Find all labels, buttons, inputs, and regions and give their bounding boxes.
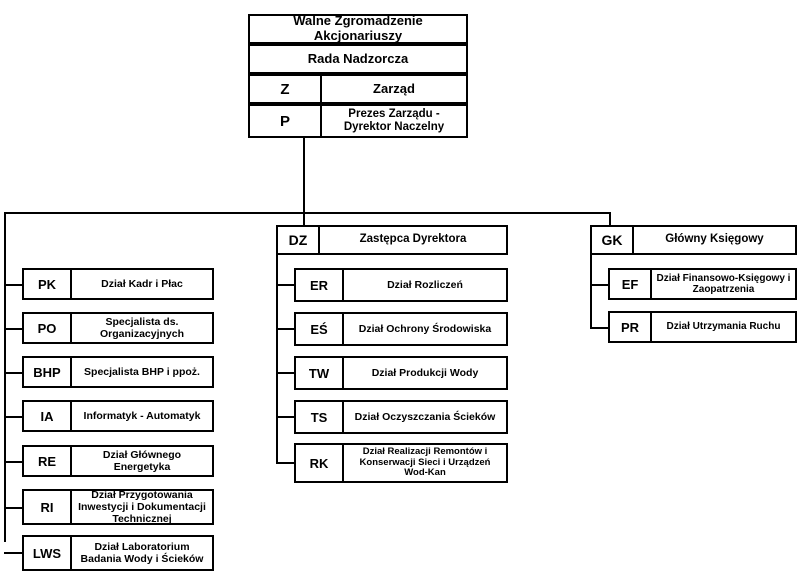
node-bhp xyxy=(22,356,214,388)
node-label: Główny Księgowy xyxy=(665,233,764,246)
node-ef xyxy=(608,268,797,300)
connector-left-stub-7 xyxy=(4,552,24,554)
node-label: Dział Oczyszczania Ścieków xyxy=(354,410,496,423)
node-er xyxy=(294,268,508,302)
node-re xyxy=(22,445,214,477)
connector-mid-stub-2 xyxy=(276,328,296,330)
node-code: RE xyxy=(24,447,72,475)
node-label: Prezes Zarządu - Dyrektor Naczelny xyxy=(343,107,445,133)
node-tw xyxy=(294,356,508,390)
connector-mid-stub-3 xyxy=(276,372,296,374)
node-label: Dział Głównego Energetyka xyxy=(102,448,182,473)
connector-mid-stub-4 xyxy=(276,416,296,418)
node-ri xyxy=(22,489,214,525)
node-po xyxy=(22,312,214,344)
node-label: Specjalista BHP i ppoż. xyxy=(84,365,200,378)
node-label: Dział Ochrony Środowiska xyxy=(358,322,492,335)
node-pr xyxy=(608,311,797,343)
node-label: Zarząd xyxy=(373,80,415,96)
node-ia xyxy=(22,400,214,432)
node-code: TS xyxy=(296,402,344,432)
node-label: Dział Rozliczeń xyxy=(387,278,463,291)
connector-left-stub-3 xyxy=(4,372,24,374)
node-label: Dział Realizacji Remontów i Konserwacji Sieci i Urządzeń Wod-Kan xyxy=(359,445,491,479)
connector-left-stub-1 xyxy=(4,284,24,286)
connector-left-stub-2 xyxy=(4,328,24,330)
node-code: TW xyxy=(296,358,344,388)
node-code: PO xyxy=(24,314,72,342)
node-label: Informatyk - Automatyk xyxy=(83,409,201,422)
node-prezes-zarzadu xyxy=(248,104,468,138)
node-code: ER xyxy=(296,270,344,300)
node-zastepca-dyrektora xyxy=(276,225,508,255)
connector-main-bus xyxy=(4,212,611,214)
node-code: P xyxy=(250,106,322,136)
node-label: Dział Laboratorium Badania Wody i Ścieków xyxy=(80,540,204,565)
node-code: PR xyxy=(610,313,652,341)
node-code: GK xyxy=(592,227,634,253)
connector-right-stub-2 xyxy=(590,327,610,329)
connector-left-stub-6 xyxy=(4,507,24,509)
node-ts xyxy=(294,400,508,434)
node-label: Dział Kadr i Płac xyxy=(101,277,183,290)
connector-bus-left-drop xyxy=(4,212,6,542)
node-label: Walne Zgromadzenie Akcjonariuszy xyxy=(293,13,423,43)
node-lws xyxy=(22,535,214,571)
connector-dz-spine xyxy=(276,255,278,463)
connector-left-stub-4 xyxy=(4,416,24,418)
node-code: BHP xyxy=(24,358,72,386)
node-label: Dział Produkcji Wody xyxy=(371,366,479,379)
connector-mid-stub-1 xyxy=(276,284,296,286)
node-code: RI xyxy=(24,491,72,523)
connector-mid-stub-5 xyxy=(276,462,296,464)
connector-gk-spine xyxy=(590,255,592,328)
node-rk xyxy=(294,443,508,483)
node-glowny-ksiegowy xyxy=(590,225,797,255)
node-walne-zgromadzenie xyxy=(248,14,468,44)
node-rada-nadzorcza xyxy=(248,44,468,74)
node-label: Dział Przygotowania Inwestycji i Dokumentacji Technicznej xyxy=(78,488,206,526)
node-code: IA xyxy=(24,402,72,430)
node-code: EF xyxy=(610,270,652,298)
connector-trunk-vertical xyxy=(303,138,305,214)
node-code: EŚ xyxy=(296,314,344,344)
node-code: Z xyxy=(250,76,322,102)
node-code: RK xyxy=(296,445,344,481)
node-pk xyxy=(22,268,214,300)
connector-left-stub-5 xyxy=(4,461,24,463)
node-label: Dział Finansowo-Księgowy i Zaopatrzenia xyxy=(656,272,791,295)
node-code: PK xyxy=(24,270,72,298)
node-label: Rada Nadzorcza xyxy=(307,50,409,66)
node-code: LWS xyxy=(24,537,72,569)
node-code: DZ xyxy=(278,227,320,253)
connector-right-stub-1 xyxy=(590,284,610,286)
node-zarzad xyxy=(248,74,468,104)
node-es xyxy=(294,312,508,346)
node-label: Zastępca Dyrektora xyxy=(359,233,467,246)
node-label: Dział Utrzymania Ruchu xyxy=(666,321,781,333)
node-label: Specjalista ds. Organizacyjnych xyxy=(99,315,185,340)
